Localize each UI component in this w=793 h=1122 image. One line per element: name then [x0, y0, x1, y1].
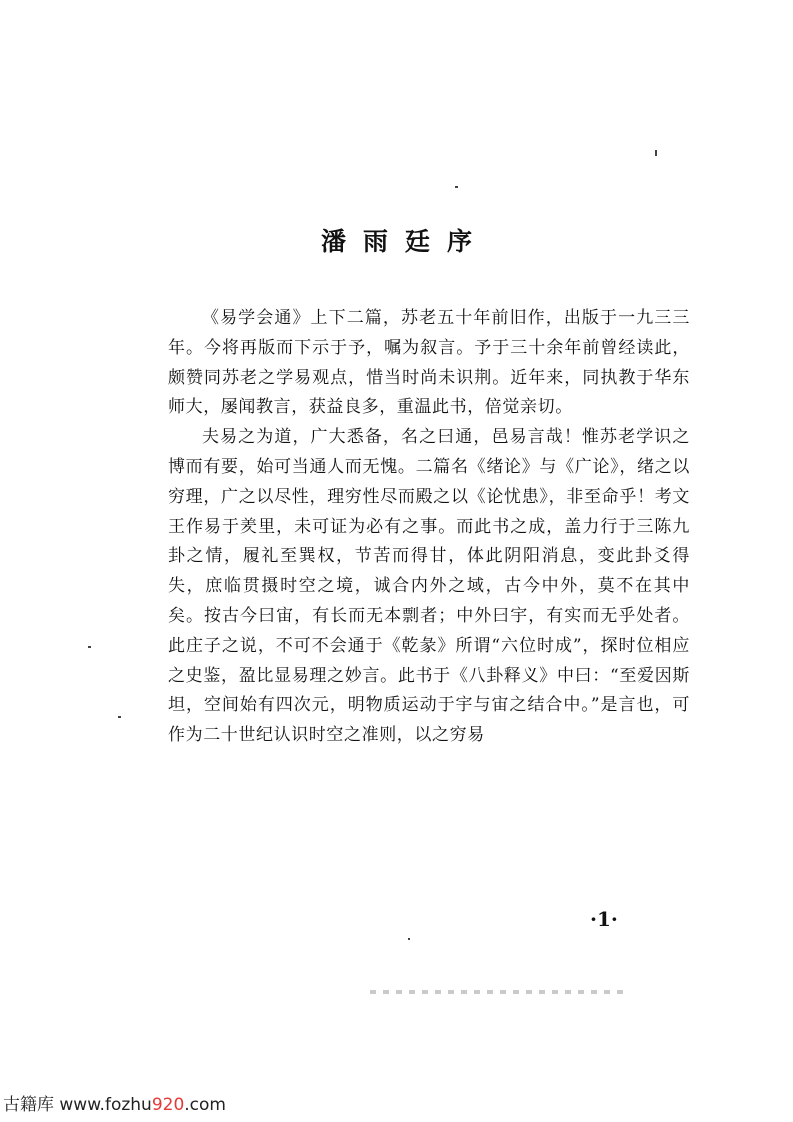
scan-artifact-line [370, 990, 625, 994]
site-watermark [3, 1090, 226, 1115]
preface-body [168, 304, 690, 751]
paragraph-2: 夫易之为道，广大悉备，名之曰通，邑易言哉！惟苏老学识之博而有要，始可当通人而无愧。二篇名《绪论》与《广论》，绪之以穷理，广之以尽性，理穷性尽而殿之以《论忧患》，非至命乎！考文王作易于羑里，未可证为必有之事。而此书之成，盖力行于三陈九卦之情，履礼至巽权，节苦而得甘，体此阴阳消息，变此卦爻得失，庶临贯摄时空之境，诚合内外之域，古今中外，莫不在其中矣。按古今曰宙，有长而无本剽者；中外曰宇，有实而无乎处者。此庄子之说，不可不会通于《乾彖》所谓“六位时成”，探时位相应之史鉴，盈比显易理之妙言。此书于《八卦释义》中曰：“至爱因斯坦，空间始有四次元，明物质运动于宇与宙之结合中。”是言也，可作为二十世纪认识时空之准则，以之穷易 [168, 427, 690, 746]
page-number-dot-left: · [590, 907, 597, 931]
scan-speck [118, 716, 121, 718]
scan-speck [88, 646, 91, 648]
page-number-value: 1 [596, 907, 611, 931]
scan-speck [408, 938, 410, 940]
page-number [590, 907, 618, 931]
paragraph-1: 《易学会通》上下二篇，苏老五十年前旧作，出版于一九三三年。今将再版而下示于予，嘱为叙言。予于三十余年前曾经读此，颇赞同苏老之学易观点，惜当时尚未识荆。近年来，同执教于华东师大，屡闻教言，获益良多，重温此书，倍觉亲切。 [168, 308, 690, 418]
watermark-prefix: 古籍库 www.fozhu [3, 1095, 152, 1115]
watermark-suffix: .com [184, 1095, 226, 1115]
watermark-highlight: 920 [151, 1095, 185, 1115]
scan-speck [455, 186, 458, 188]
scan-speck [655, 150, 657, 156]
preface-title: 潘雨廷序 [320, 227, 489, 256]
page-number-dot-right: · [610, 907, 618, 931]
